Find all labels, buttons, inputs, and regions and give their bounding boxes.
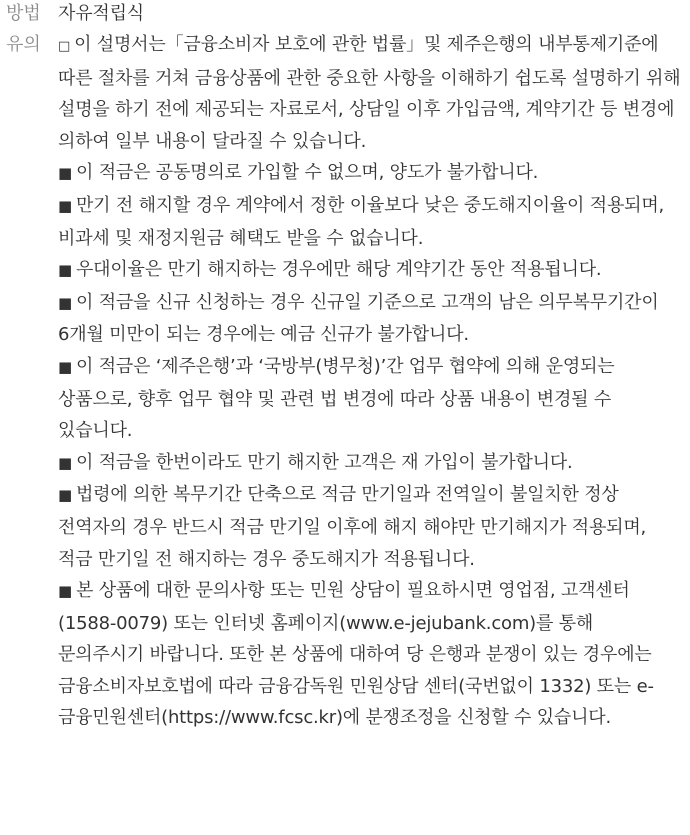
filled-square-bullet-icon: ■ xyxy=(58,357,72,376)
notice-item xyxy=(58,190,684,254)
notice-item xyxy=(58,287,684,351)
filled-square-bullet-icon: ■ xyxy=(58,196,72,215)
notice-text: 우대이율은 만기 해지하는 경우에만 해당 계약기간 동안 적용됩니다. xyxy=(75,259,602,281)
notice-text: 법령에 의한 복무기간 단축으로 적금 만기일과 전역일이 불일치한 정상 전역자의 경우 반드시 적금 만기일 이후에 해지 해야만 만기해지가 적용되며, 적금 만기일 전 해지하는 경우 중도해지가 적용됩니다. xyxy=(58,484,647,570)
notice-text: 이 적금은 공동명의로 가입할 수 없으며, 양도가 불가합니다. xyxy=(75,162,539,184)
method-row xyxy=(6,0,690,29)
notice-item xyxy=(58,157,684,190)
notice-item xyxy=(58,29,684,157)
notice-item xyxy=(58,447,684,480)
method-value: 자유적립식 xyxy=(58,3,144,24)
filled-square-bullet-icon: ■ xyxy=(58,261,72,280)
notice-item xyxy=(58,254,684,287)
notice-item xyxy=(58,575,684,734)
notice-item xyxy=(58,351,684,447)
filled-square-bullet-icon: ■ xyxy=(58,486,72,505)
notice-text: 이 설명서는「금융소비자 보호에 관한 법률」및 제주은행의 내부통제기준에 따른 절차를 거쳐 금융상품에 관한 중요한 사항을 이해하기 쉽도록 설명하기 위해 설명을 하기 전에 제공되는 자료로서, 상담일 이후 가입금액, 계약기간 등 변경에 의하여 일부 내용이 달라질 수 있습니다. xyxy=(58,34,681,152)
notice-text: 본 상품에 대한 문의사항 또는 민원 상담이 필요하시면 영업점, 고객센터(1588-0079) 또는 인터넷 홈페이지(www.e-jejubank.com)를 통해 문의주시기 바랍니다. 또한 본 상품에 대하여 당 은행과 분쟁이 있는 경우에는 금융소비자보호법에 따라 금융감독원 민원상담 센터(국번없이 1332) 또는 e-금융민원센터(https://www.fcsc.kr)에 분쟁조정을 신청할 수 있습니다. xyxy=(58,580,654,729)
notice-text: 만기 전 해지할 경우 계약에서 정한 이율보다 낮은 중도해지이율이 적용되며, 비과세 및 재정지원금 혜택도 받을 수 없습니다. xyxy=(58,194,665,249)
notes-row xyxy=(6,29,690,734)
filled-square-bullet-icon: ■ xyxy=(58,293,72,312)
notice-text: 이 적금을 신규 신청하는 경우 신규일 기준으로 고객의 남은 의무복무기간이 6개월 미만이 되는 경우에는 예금 신규가 불가합니다. xyxy=(58,291,659,346)
notes-label: 유의 xyxy=(6,34,41,55)
notice-item xyxy=(58,479,684,575)
method-label: 방법 xyxy=(6,3,41,24)
notice-text: 이 적금을 한번이라도 만기 해지한 고객은 재 가입이 불가합니다. xyxy=(75,451,573,473)
notes-list xyxy=(58,29,690,734)
filled-square-bullet-icon: ■ xyxy=(58,164,72,183)
filled-square-bullet-icon: ■ xyxy=(58,582,72,601)
notice-text: 이 적금은 ‘제주은행’과 ‘국방부(병무청)’간 업무 협약에 의해 운영되는 상품으로, 향후 업무 협약 및 관련 법 변경에 따라 상품 내용이 변경될 수 있습니다. xyxy=(58,355,615,442)
hollow-square-bullet-icon: □ xyxy=(58,39,71,54)
filled-square-bullet-icon: ■ xyxy=(58,453,72,472)
